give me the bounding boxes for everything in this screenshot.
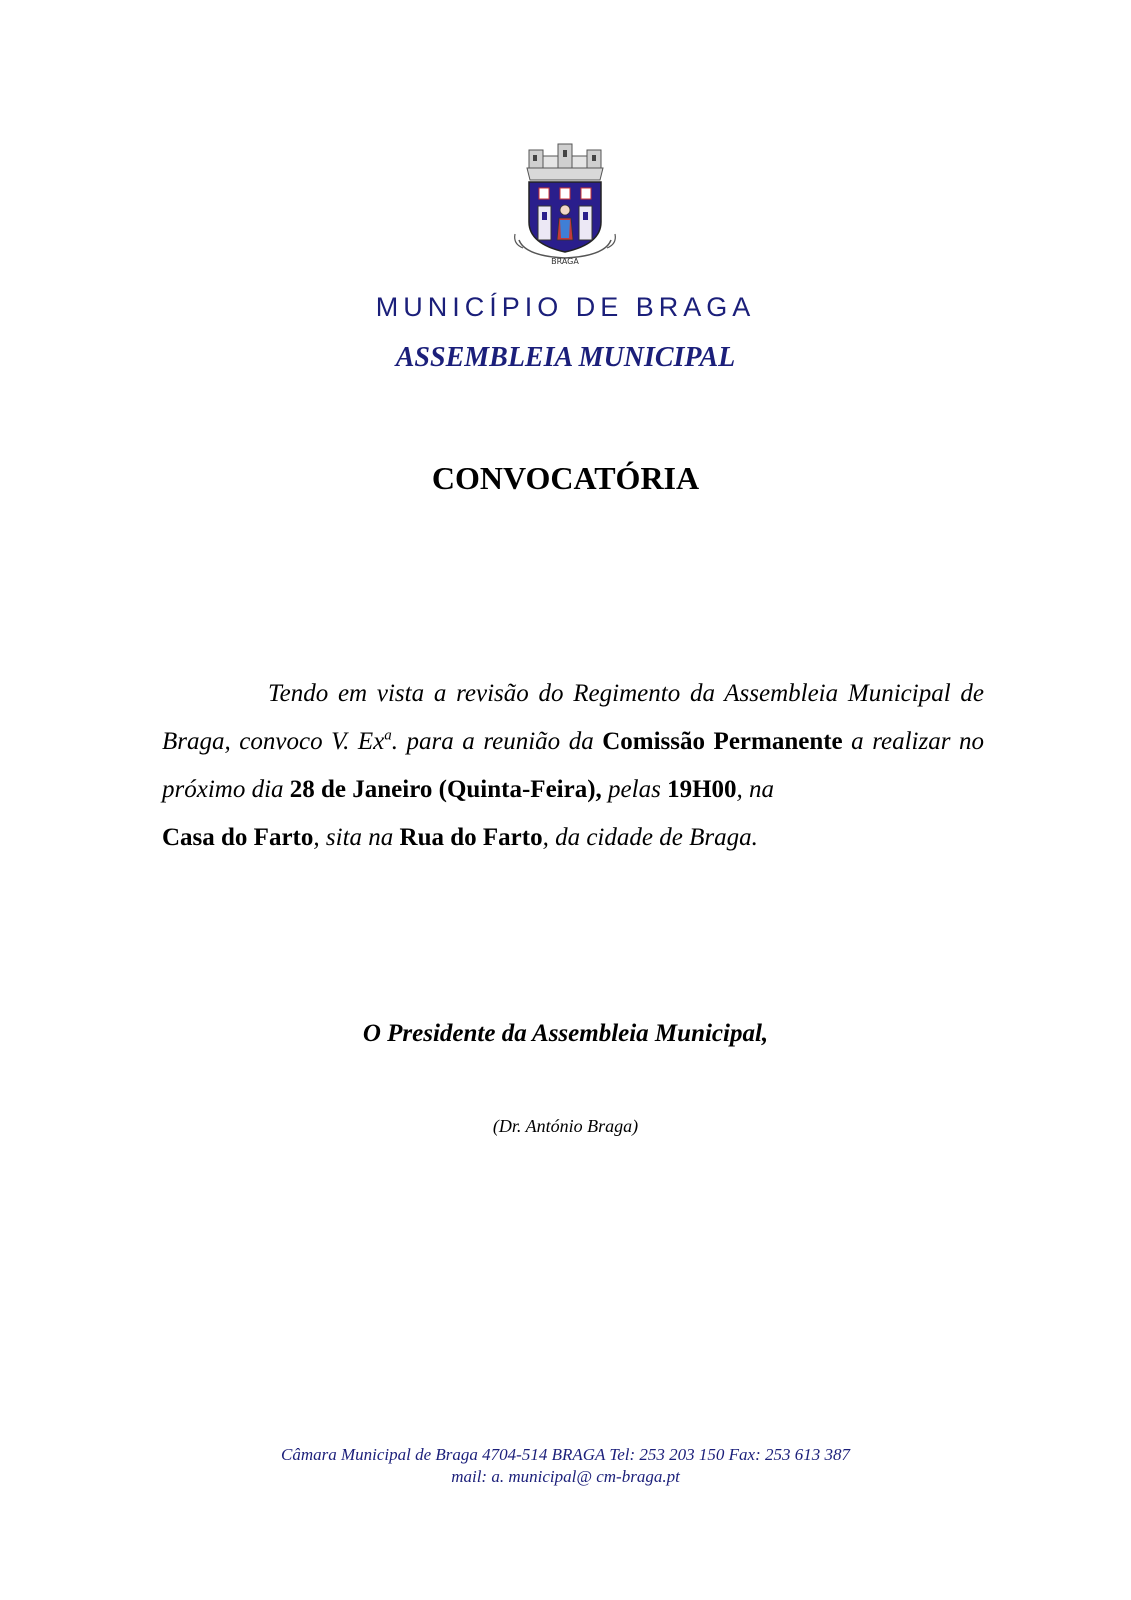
braga-coat-of-arms-icon bbox=[505, 140, 625, 265]
document-title: CONVOCATÓRIA bbox=[431, 460, 700, 496]
signature-name: (Dr. António Braga) bbox=[492, 1116, 639, 1136]
street-name: Rua do Farto bbox=[399, 824, 543, 851]
assembly-name: ASSEMBLEIA MUNICIPAL bbox=[395, 342, 736, 373]
text-segment: pelas bbox=[601, 776, 668, 803]
text-segment: Tendo em vista a revisão do Regimento da Assembleia Municipal de Braga, convoco V. Ex bbox=[162, 680, 984, 755]
text-segment: , sita na bbox=[313, 824, 400, 851]
meeting-time: 19H00 bbox=[667, 776, 737, 803]
text-segment: . para a reunião da bbox=[391, 728, 603, 755]
municipality-name: MUNICÍPIO DE BRAGA bbox=[375, 292, 756, 322]
crest-motto: BRAGA bbox=[551, 257, 579, 265]
text-segment: a realizar no próximo dia bbox=[162, 728, 984, 803]
convocation-paragraph bbox=[162, 670, 984, 862]
text-segment: , da cidade de Braga. bbox=[542, 824, 758, 851]
venue-name: Casa do Farto bbox=[162, 824, 314, 851]
signature-title: O Presidente da Assembleia Municipal, bbox=[362, 1020, 769, 1047]
footer-email: mail: a. municipal@ cm-braga.pt bbox=[451, 1467, 680, 1486]
commission-name: Comissão Permanente bbox=[602, 728, 843, 755]
meeting-date: 28 de Janeiro (Quinta-Feira), bbox=[289, 776, 602, 803]
footer-address: Câmara Municipal de Braga 4704-514 BRAGA Tel: 253 203 150 Fax: 253 613 387 bbox=[281, 1445, 850, 1464]
footer bbox=[0, 1444, 1131, 1488]
text-segment: , na bbox=[736, 776, 775, 803]
superscript: a bbox=[384, 727, 392, 744]
